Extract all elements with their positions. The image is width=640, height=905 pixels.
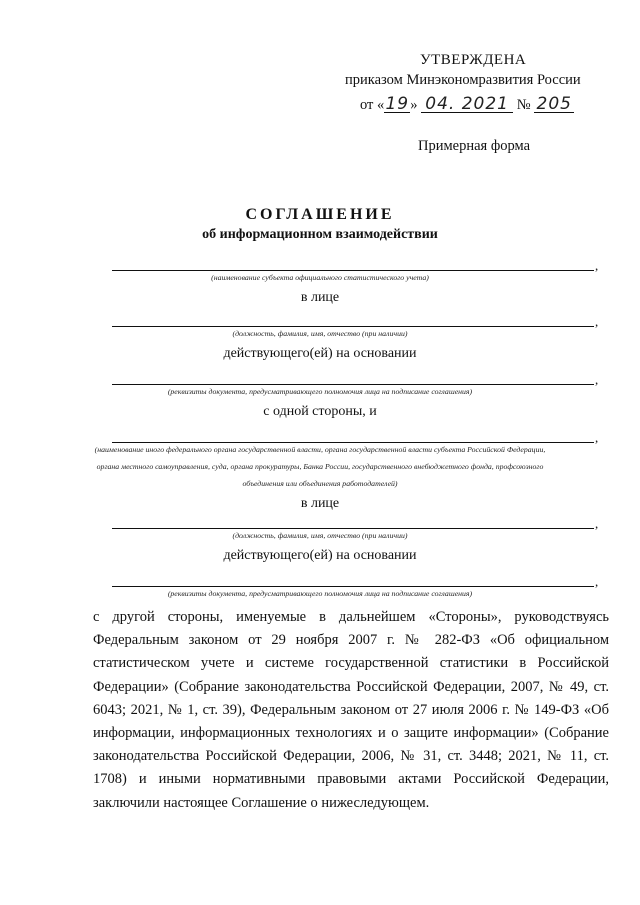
text-one-side: с одной стороны, и: [263, 404, 377, 419]
number-prefix: №: [516, 97, 531, 113]
hint-document-1: (реквизиты документа, предусматривающего полномочия лица на подписание соглашения): [167, 387, 473, 396]
hint-other-party-line-1: (наименование иного федерального органа государственной власти, органа государственной власти субъекта Российской Федерации,: [94, 445, 546, 454]
text-in-person-1: в лице: [300, 290, 340, 305]
order-date-line: [360, 96, 574, 114]
agreement-preamble-paragraph: с другой стороны, именуемые в дальнейшем «Стороны», руководствуясь Федеральным законом от 29 ноября 2007 г. № 282-ФЗ «Об официальном статистическом учете и системе государственной статистики в Российской Федерации» (Собрание законодательства Российской Федерации, 2007, № 49, ст. 6043; 2021, № 1, ст. 39), Федеральным законом от 27 июля 2006 г. № 149-ФЗ «Об информации, информационных технологиях и о защите информации» (Собрание законодательства Российской Федерации, 2006, № 31, ст. 3448; 2021, № 11, ст. 1708) и иными нормативными правовыми актами Российской Федерации, заключили настоящее Соглашение о нижеследующем.: [93, 609, 609, 811]
comma: ,: [595, 372, 599, 387]
text-in-person-2: в лице: [300, 496, 340, 511]
order-by-label: приказом Минэкономразвития России: [345, 72, 581, 88]
hint-other-party-line-3: объединения или объединения работодателей): [242, 479, 398, 488]
text-acting-basis-2: действующего(ей) на основании: [223, 548, 417, 563]
comma: ,: [595, 258, 599, 273]
hint-other-party-line-2: органа местного самоуправления, суда, органа прокуратуры, Банка России, государственного внебюджетного фонда, профсоюзного: [96, 462, 544, 471]
document-title: СОГЛАШЕНИЕ: [245, 206, 395, 223]
hint-subject: (наименование субъекта официального статистического учета): [211, 273, 429, 282]
date-prefix: от «: [360, 97, 385, 113]
date-month-year-handwritten: 04. 2021: [421, 96, 513, 113]
text-acting-basis-1: действующего(ей) на основании: [223, 346, 417, 361]
document-subtitle: об информационном взаимодействии: [202, 227, 438, 242]
form-type-label: Примерная форма: [418, 138, 531, 154]
hint-document-2: (реквизиты документа, предусматривающего полномочия лица на подписание соглашения): [167, 589, 473, 598]
order-number-handwritten: 205: [534, 96, 574, 113]
hint-position-2: (должность, фамилия, имя, отчество (при наличии): [232, 531, 408, 540]
comma: ,: [595, 574, 599, 589]
date-day-handwritten: 19: [385, 94, 410, 114]
comma: ,: [595, 314, 599, 329]
approved-label: УТВЕРЖДЕНА: [420, 52, 527, 68]
date-mid: »: [410, 97, 418, 113]
comma: ,: [595, 430, 599, 445]
comma: ,: [595, 516, 599, 531]
hint-position-1: (должность, фамилия, имя, отчество (при наличии): [232, 329, 408, 338]
